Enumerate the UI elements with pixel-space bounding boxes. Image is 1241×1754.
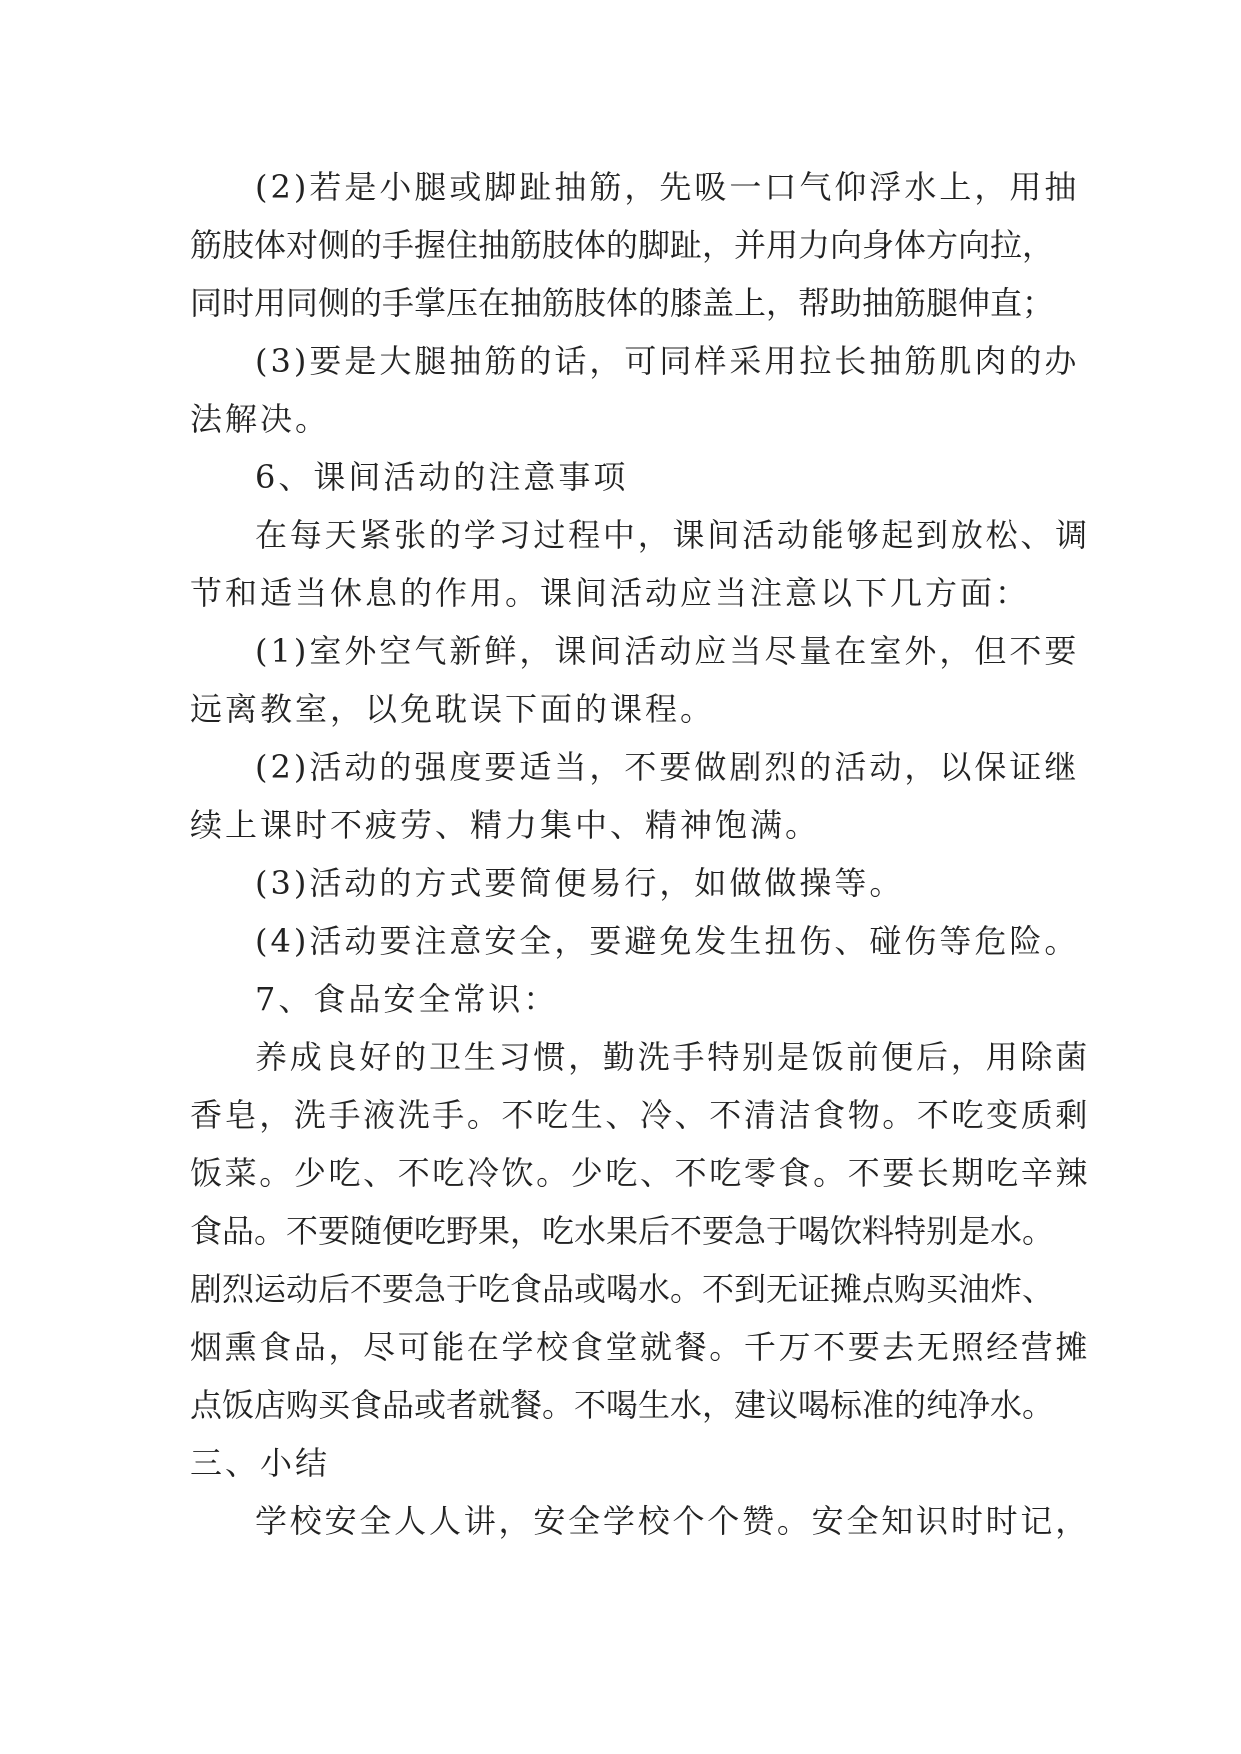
text-line: 养成良好的卫生习惯，勤洗手特别是饭前便后，用除菌 [255, 1038, 1091, 1076]
section-heading: 7、食品安全常识： [255, 980, 559, 1018]
text-line: 远离教室，以免耽误下面的课程。 [190, 690, 716, 728]
text-line: 食品。不要随便吃野果，吃水果后不要急于喝饮料特别是水。 [190, 1212, 1055, 1250]
text-line: (1)室外空气新鲜，课间活动应当尽量在室外，但不要 [255, 632, 1080, 670]
text-line: 续上课时不疲劳、精力集中、精神饱满。 [190, 806, 821, 844]
text-line: 在每天紧张的学习过程中，课间活动能够起到放松、调 [255, 516, 1091, 554]
section-heading: 三、小结 [190, 1444, 331, 1482]
text-line: 学校安全人人讲，安全学校个个赞。安全知识时时记， [255, 1502, 1091, 1540]
text-line: 节和适当休息的作用。课间活动应当注意以下几方面： [190, 574, 1031, 612]
text-line: 饭菜。少吃、不吃冷饮。少吃、不吃零食。不要长期吃辛辣 [190, 1154, 1091, 1192]
text-line: (4)活动要注意安全，要避免发生扭伤、碰伤等危险。 [255, 922, 1080, 960]
text-line: (3)活动的方式要简便易行，如做做操等。 [255, 864, 905, 902]
text-line: 筋肢体对侧的手握住抽筋肢体的脚趾，并用力向身体方向拉， [190, 226, 1055, 264]
text-line: 剧烈运动后不要急于吃食品或喝水。不到无证摊点购买油炸、 [190, 1270, 1055, 1308]
text-line: 烟熏食品，尽可能在学校食堂就餐。千万不要去无照经营摊 [190, 1328, 1091, 1366]
text-line: 香皂，洗手液洗手。不吃生、冷、不清洁食物。不吃变质剩 [190, 1096, 1091, 1134]
text-line: 同时用同侧的手掌压在抽筋肢体的膝盖上，帮助抽筋腿伸直； [190, 284, 1055, 322]
text-line: 法解决。 [190, 400, 331, 438]
section-heading: 6、课间活动的注意事项 [255, 458, 629, 496]
text-line: 点饭店购买食品或者就餐。不喝生水，建议喝标准的纯净水。 [190, 1386, 1055, 1424]
text-line: (2)若是小腿或脚趾抽筋，先吸一口气仰浮水上，用抽 [255, 168, 1080, 206]
text-line: (2)活动的强度要适当，不要做剧烈的活动，以保证继 [255, 748, 1080, 786]
text-line: (3)要是大腿抽筋的话，可同样采用拉长抽筋肌肉的办 [255, 342, 1080, 380]
